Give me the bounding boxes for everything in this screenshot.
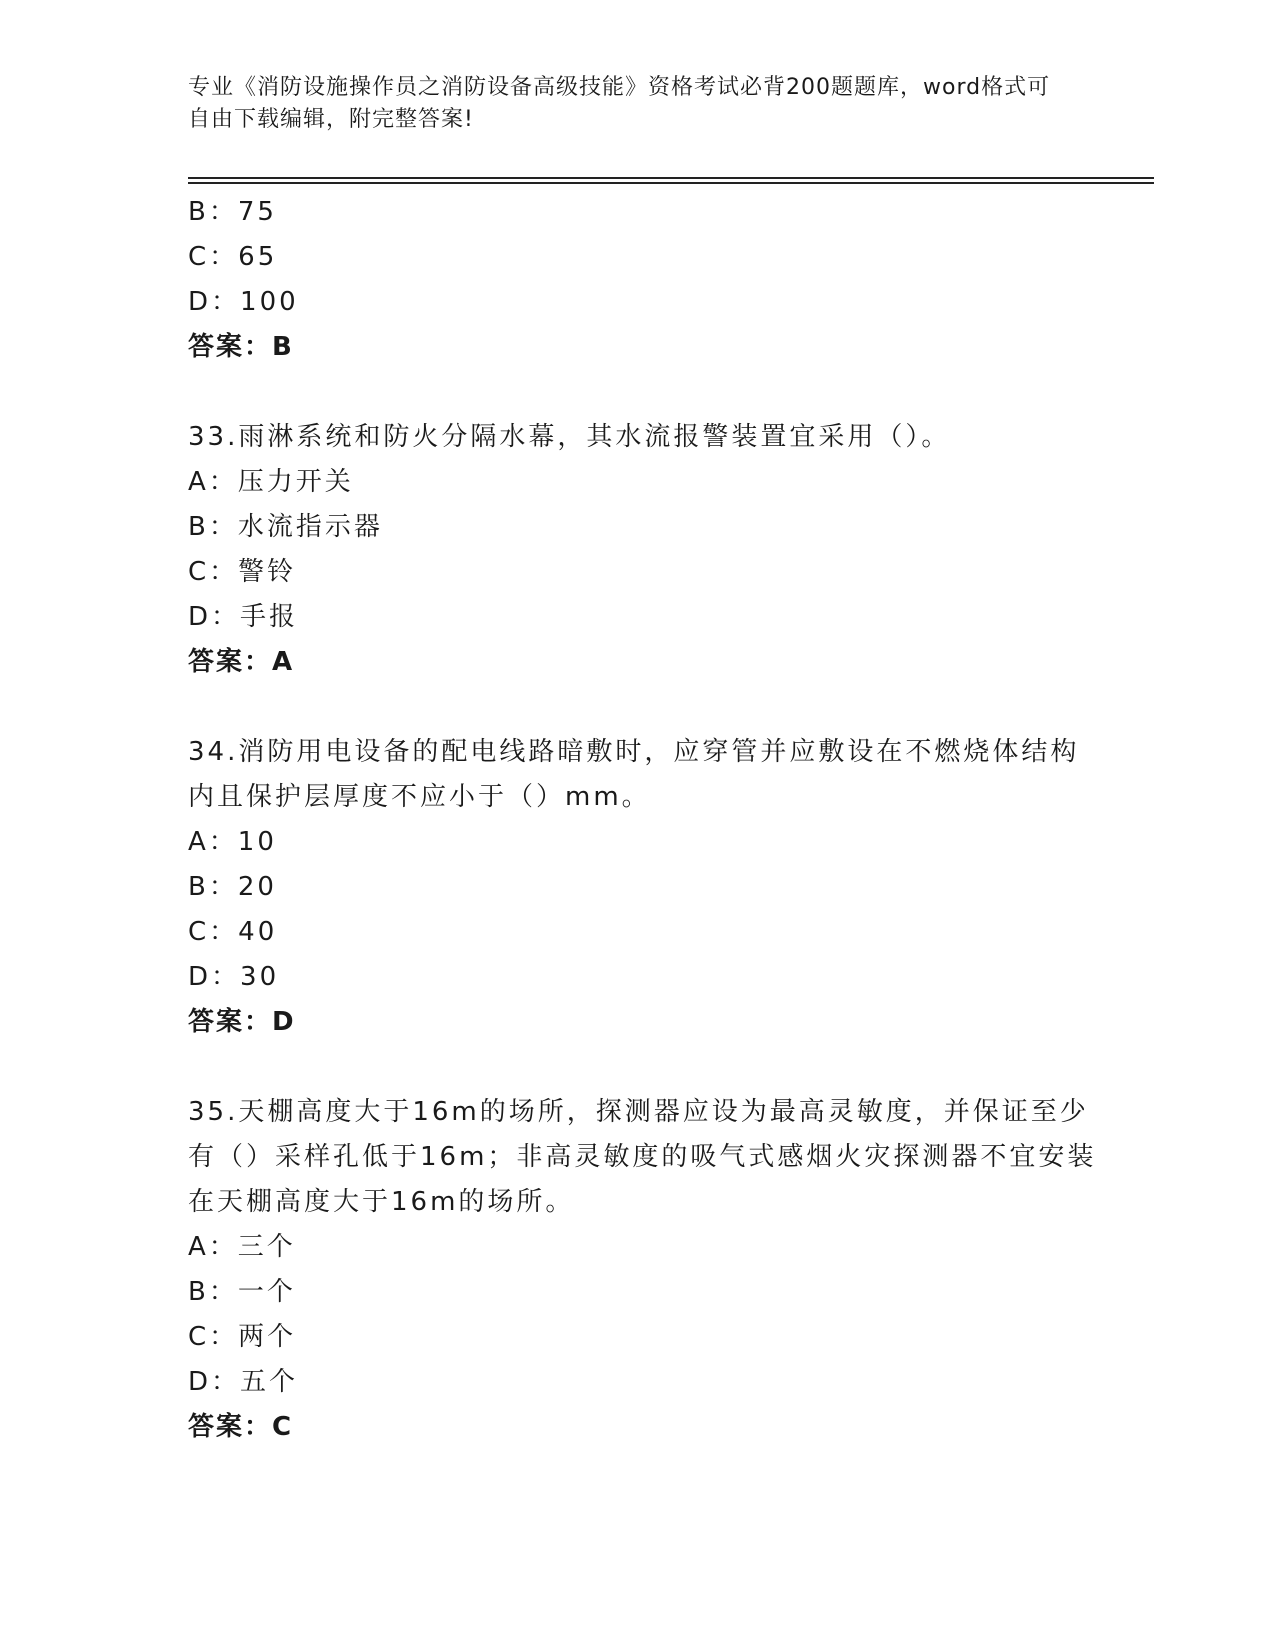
question-stem: 33.雨淋系统和防火分隔水幕，其水流报警装置宜采用（）。 bbox=[188, 422, 951, 452]
question-stem-line: 内且保护层厚度不应小于（）mm。 bbox=[188, 782, 651, 812]
option-line: A：10 bbox=[188, 827, 277, 857]
question-stem-line: 35.天棚高度大于16m的场所，探测器应设为最高灵敏度，并保证至少 bbox=[188, 1097, 1089, 1127]
option-line: C：40 bbox=[188, 917, 278, 947]
question-spacer bbox=[188, 685, 1088, 730]
option-line: B：一个 bbox=[188, 1277, 296, 1307]
question-stem-line: 34.消防用电设备的配电线路暗敷时，应穿管并应敷设在不燃烧体结构 bbox=[188, 737, 1080, 767]
question-stem-line: 在天棚高度大于16m的场所。 bbox=[188, 1187, 575, 1217]
option-line: A：三个 bbox=[188, 1232, 296, 1262]
answer-line: 答案：D bbox=[188, 1007, 296, 1037]
option-line: C：警铃 bbox=[188, 557, 297, 587]
answer-line: 答案：A bbox=[188, 647, 295, 677]
answer-line: 答案：B bbox=[188, 332, 294, 362]
option-line: B：20 bbox=[188, 872, 277, 902]
question-spacer bbox=[188, 1045, 1088, 1090]
option-line: C：两个 bbox=[188, 1322, 297, 1352]
option-line: D：100 bbox=[188, 287, 299, 317]
header-divider-bottom bbox=[188, 182, 1154, 184]
question-stem-line: 有（）采样孔低于16m；非高灵敏度的吸气式感烟火灾探测器不宜安装 bbox=[188, 1142, 1097, 1172]
option-line: B：75 bbox=[188, 197, 277, 227]
option-line: A：压力开关 bbox=[188, 467, 354, 497]
option-line: D：手报 bbox=[188, 602, 299, 632]
option-line: B：水流指示器 bbox=[188, 512, 383, 542]
option-line: C：65 bbox=[188, 242, 278, 272]
option-line: D：30 bbox=[188, 962, 280, 992]
question-list bbox=[188, 190, 1097, 1450]
answer-line: 答案：C bbox=[188, 1412, 294, 1442]
option-line: D：五个 bbox=[188, 1367, 299, 1397]
question-spacer bbox=[188, 370, 1088, 415]
header-divider-top bbox=[188, 177, 1154, 179]
document-header: 专业《消防设施操作员之消防设备高级技能》资格考试必背200题题库，word格式可自由下载编辑，附完整答案! bbox=[188, 75, 1051, 132]
